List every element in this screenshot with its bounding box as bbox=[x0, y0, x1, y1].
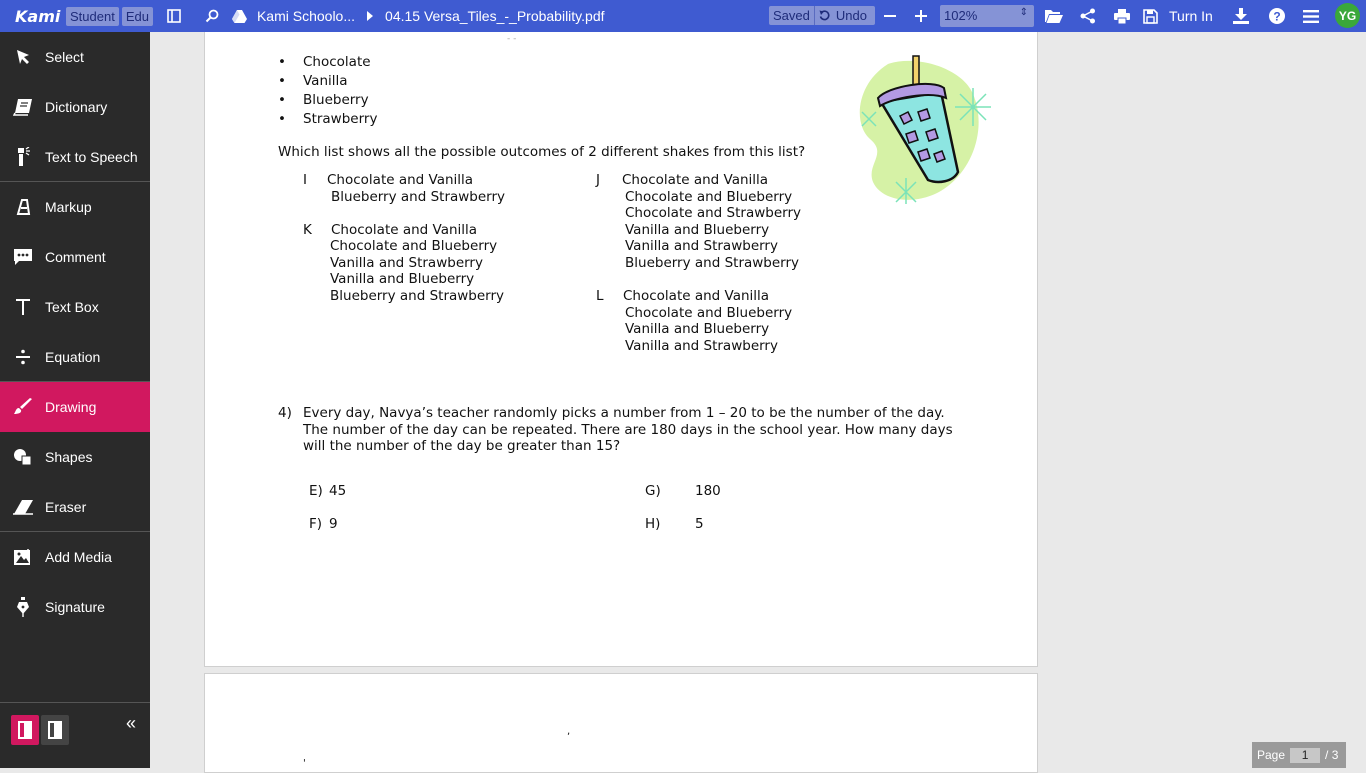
option-line: Chocolate and Blueberry bbox=[625, 189, 793, 205]
answer-value: 5 bbox=[695, 516, 704, 532]
brush-icon bbox=[0, 398, 45, 416]
option-letter: J bbox=[596, 172, 600, 188]
undo-button[interactable] bbox=[814, 6, 875, 25]
breadcrumb-chevron-icon bbox=[355, 0, 385, 32]
option-line: Blueberry and Strawberry bbox=[625, 255, 800, 271]
undo-icon bbox=[819, 10, 830, 21]
question-line: will the number of the day be greater than 15? bbox=[303, 438, 621, 454]
edu-badge: Edu bbox=[122, 7, 153, 26]
tool-label: Eraser bbox=[45, 498, 87, 515]
page-number-input[interactable]: 1 bbox=[1290, 748, 1320, 763]
option-line: Chocolate and Strawberry bbox=[625, 205, 801, 221]
text-icon bbox=[0, 298, 45, 316]
download-icon[interactable] bbox=[1226, 0, 1256, 32]
answer-label: G) bbox=[645, 483, 661, 499]
view-toggle-right[interactable] bbox=[41, 715, 69, 745]
zoom-in-icon[interactable] bbox=[906, 0, 936, 32]
tool-comment[interactable] bbox=[0, 232, 150, 282]
tool-label: Comment bbox=[45, 249, 106, 265]
search-icon[interactable] bbox=[197, 0, 227, 32]
undo-label: Undo bbox=[835, 8, 867, 23]
tool-label: Markup bbox=[45, 199, 92, 215]
option-line: Chocolate and Vanilla bbox=[623, 288, 770, 304]
list-item: • Chocolate bbox=[303, 54, 371, 70]
option-line: Vanilla and Strawberry bbox=[330, 255, 483, 271]
tool-eraser[interactable] bbox=[0, 482, 150, 532]
save-disk-icon bbox=[1143, 9, 1158, 24]
zoom-value: 102% bbox=[944, 8, 978, 23]
turn-in-button[interactable] bbox=[1143, 0, 1219, 32]
saved-status: Saved bbox=[773, 8, 810, 23]
tool-label: Text to Speech bbox=[45, 148, 138, 165]
panel-right-icon bbox=[48, 721, 62, 739]
tool-label: Dictionary bbox=[45, 99, 108, 115]
view-toggle-left[interactable] bbox=[11, 715, 39, 745]
option-line: Chocolate and Vanilla bbox=[331, 222, 478, 238]
avatar[interactable]: YG bbox=[1335, 3, 1360, 28]
tool-add-media[interactable] bbox=[0, 532, 150, 582]
option-line: Vanilla and Strawberry bbox=[625, 338, 778, 354]
tool-label: Text Box bbox=[45, 299, 99, 315]
question-line: Every day, Navya’s teacher randomly picks a number from 1 – 20 to be the number of the day. bbox=[303, 405, 945, 421]
faint-mark: ' bbox=[303, 758, 306, 769]
tool-label: Shapes bbox=[45, 449, 93, 465]
breadcrumb-folder[interactable]: Kami Schoolo... bbox=[256, 8, 356, 24]
collapse-sidebar-icon[interactable]: « bbox=[126, 713, 137, 733]
faint-mark: - - bbox=[507, 34, 517, 44]
list-item: • Strawberry bbox=[303, 111, 377, 127]
answer-value: 45 bbox=[329, 483, 347, 499]
image-icon bbox=[0, 548, 45, 566]
student-badge: Student bbox=[66, 7, 119, 26]
option-line: Vanilla and Blueberry bbox=[625, 222, 770, 238]
speaker-icon bbox=[0, 147, 45, 167]
eraser-icon bbox=[0, 499, 45, 515]
comment-icon bbox=[0, 248, 45, 266]
tool-label: Add Media bbox=[45, 549, 112, 565]
faint-mark: , bbox=[567, 726, 571, 737]
question-text: Which list shows all the possible outcomes of 2 different shakes from this list? bbox=[278, 144, 806, 160]
option-letter: L bbox=[596, 288, 604, 304]
help-icon[interactable] bbox=[1262, 0, 1292, 32]
panel-left-icon bbox=[18, 721, 32, 739]
option-line: Chocolate and Blueberry bbox=[330, 238, 498, 254]
tool-text-to-speech[interactable] bbox=[0, 132, 150, 182]
answer-value: 9 bbox=[329, 516, 338, 532]
option-line: Blueberry and Strawberry bbox=[331, 189, 506, 205]
answer-label: F) bbox=[309, 516, 323, 532]
document-page-2 bbox=[204, 673, 1038, 773]
tool-label: Select bbox=[45, 49, 84, 65]
tool-select[interactable] bbox=[0, 32, 150, 82]
svg-text:?: ? bbox=[1273, 9, 1281, 24]
print-icon[interactable] bbox=[1107, 0, 1137, 32]
top-toolbar bbox=[0, 0, 1366, 32]
option-letter: K bbox=[303, 222, 312, 238]
document-filename: 04.15 Versa_Tiles_-_Probability.pdf bbox=[385, 8, 605, 24]
milkshake-illustration bbox=[848, 54, 993, 204]
page-label: Page bbox=[1257, 748, 1286, 762]
zoom-select[interactable] bbox=[940, 5, 1034, 27]
option-line: Chocolate and Vanilla bbox=[327, 172, 474, 188]
tool-label: Equation bbox=[45, 348, 101, 365]
document-page-1 bbox=[204, 32, 1038, 667]
option-line: Blueberry and Strawberry bbox=[330, 288, 505, 304]
option-letter: I bbox=[303, 172, 307, 188]
tool-text-box[interactable] bbox=[0, 282, 150, 332]
tool-shapes[interactable] bbox=[0, 432, 150, 482]
list-item: • Vanilla bbox=[303, 73, 348, 89]
option-line: Chocolate and Blueberry bbox=[625, 305, 793, 321]
save-undo-group bbox=[769, 6, 875, 25]
answer-value: 180 bbox=[695, 483, 721, 499]
tool-signature[interactable] bbox=[0, 582, 150, 632]
question-number: 4) bbox=[278, 405, 292, 421]
menu-icon[interactable] bbox=[1296, 0, 1326, 32]
page-total: / 3 bbox=[1325, 748, 1339, 762]
option-line: Vanilla and Strawberry bbox=[625, 238, 778, 254]
tool-drawing[interactable] bbox=[0, 382, 150, 432]
option-line: Chocolate and Vanilla bbox=[622, 172, 769, 188]
question-line: The number of the day can be repeated. There are 180 days in the school year. How many days bbox=[303, 422, 953, 438]
list-item: • Blueberry bbox=[303, 92, 369, 108]
tool-label: Drawing bbox=[45, 399, 97, 415]
option-line: Vanilla and Blueberry bbox=[625, 321, 770, 337]
answer-label: E) bbox=[309, 483, 323, 499]
highlighter-icon bbox=[0, 198, 45, 216]
tool-equation[interactable] bbox=[0, 332, 150, 382]
page-indicator bbox=[1252, 742, 1346, 768]
tool-label: Signature bbox=[45, 599, 105, 615]
share-icon[interactable] bbox=[1073, 0, 1103, 32]
google-drive-icon bbox=[229, 0, 251, 32]
divide-icon bbox=[0, 349, 45, 365]
tool-dictionary[interactable] bbox=[0, 82, 150, 132]
zoom-out-icon[interactable] bbox=[875, 0, 905, 32]
sidebar-toggle-icon[interactable] bbox=[159, 0, 189, 32]
tool-sidebar bbox=[0, 32, 150, 768]
turn-in-label: Turn In bbox=[1169, 8, 1213, 24]
kami-logo[interactable]: Kami bbox=[15, 6, 61, 26]
select-arrows-icon: ⇕ bbox=[1019, 7, 1028, 18]
book-icon bbox=[0, 98, 45, 116]
pen-nib-icon bbox=[0, 597, 45, 617]
folder-open-icon[interactable] bbox=[1039, 0, 1069, 32]
option-line: Vanilla and Blueberry bbox=[330, 271, 475, 287]
shapes-icon bbox=[0, 448, 45, 466]
tool-markup[interactable] bbox=[0, 182, 150, 232]
cursor-icon bbox=[0, 49, 45, 65]
answer-label: H) bbox=[645, 516, 661, 532]
sidebar-footer bbox=[0, 702, 150, 768]
